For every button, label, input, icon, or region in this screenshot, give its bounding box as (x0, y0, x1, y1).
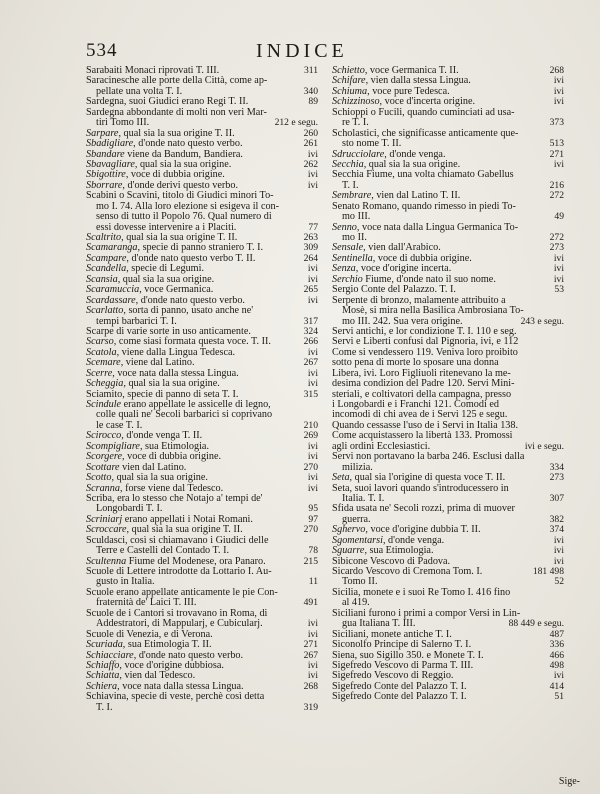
entry-text: Sergio Conte del Palazzo. T. I. (332, 284, 456, 296)
entry-text: Sentinella, voce di dubbia origine. (332, 252, 472, 264)
entry-text: Schiaffo, voce d'origine dubbiosa. (86, 659, 224, 671)
entry-text: sto nome T. II. (342, 138, 402, 150)
entry-page-ref: ivi (307, 378, 318, 390)
entry-page-ref: ivi (553, 670, 564, 682)
entry-text: Sbavagliare, qual sia la sua origine. (86, 158, 232, 170)
entry-page-ref: 336 (549, 639, 564, 651)
entry-text: Scarpe di varie sorte in uso anticamente. (86, 325, 251, 337)
entry-text: Sguarre, sua Etimologia. (332, 545, 434, 557)
entry-text: Servi antichi, e lor condizione T. I. 110 e seg. (332, 325, 517, 337)
entry-text: Sicardo Vescovo di Cremona Tom. I. (332, 566, 483, 577)
entry-text: milizia. (342, 461, 373, 473)
entry-text: Scarlatto, sorta di panno, usato anche ne' (86, 305, 254, 317)
entry-text: Sarabaiti Monaci riprovati T. III. (86, 65, 220, 76)
entry-text: colle quali ne' Secoli barbarici si coprivano (96, 409, 273, 421)
entry-page-ref: ivi (307, 628, 318, 640)
entry-text: Sfida usata ne' Secoli rozzi, prima di muover (332, 503, 515, 515)
entry-page-ref: ivi (553, 85, 564, 97)
entry-page-ref: 270 (303, 524, 318, 536)
index-entry-line (86, 473, 318, 483)
entry-text: al 419. (342, 597, 370, 609)
page-header (86, 40, 566, 62)
entry-text: mo III. 242. Sua vera origine. (342, 315, 463, 327)
entry-text: Scuole di Venezia, e di Verona. (86, 628, 213, 640)
entry-text: Senno, voce nata dalla Lingua Germanica To- (332, 221, 519, 233)
entry-text: guerra. (342, 513, 371, 525)
entry-text: gusto in Italia. (96, 576, 155, 588)
entry-page-ref: 95 (308, 503, 318, 515)
entry-page-ref: ivi (307, 367, 318, 379)
entry-page-ref: 307 (549, 492, 564, 504)
index-column-right (332, 66, 564, 703)
entry-text: Serpente di bronzo, malamente attribuito a (332, 294, 506, 306)
entry-page-ref: ivi (553, 555, 564, 567)
entry-text: Sardegna, suoi Giudici erano Regi T. II. (86, 96, 249, 108)
entry-text: Scriba, era lo stesso che Notajo a' tempi de' (86, 492, 263, 504)
entry-text: Sigefredo Conte del Palazzo T. I. (332, 691, 467, 703)
entry-page-ref: 265 (303, 284, 318, 296)
entry-page-ref: 261 (303, 138, 318, 150)
entry-page-ref: ivi (307, 440, 318, 452)
entry-text: Scheggia, qual sia la sua origine. (86, 378, 220, 390)
entry-text: re T. I. (342, 117, 369, 129)
entry-page-ref: 181 498 (532, 566, 564, 577)
entry-text: Siciliani, monete antiche T. I. (332, 628, 452, 640)
entry-text: Scampare, d'onde nato questo verbo T. II. (86, 252, 256, 264)
entry-page-ref: 260 (303, 127, 318, 139)
catchword: Sige- (558, 776, 580, 787)
entry-page-ref: ivi (553, 96, 564, 108)
entry-page-ref: 216 (549, 179, 564, 191)
entry-page-ref: 212 e segu. (274, 117, 318, 129)
entry-page-ref: 414 (549, 680, 564, 692)
entry-text: Sculdasci, così si chiamavano i Giudici delle (86, 534, 269, 546)
entry-page-ref: 269 (303, 430, 318, 442)
entry-page-ref: ivi (307, 294, 318, 306)
entry-page-ref: 317 (303, 315, 318, 327)
entry-text: Scaltrito, qual sia la sua origine T. II. (86, 232, 238, 243)
entry-page-ref: 215 (303, 555, 318, 567)
entry-text: Sigefredo Conte del Palazzo T. I. (332, 680, 467, 692)
entry-page-ref: 487 (549, 628, 564, 640)
entry-text: Scorgere, voce di dubbia origine. (86, 451, 222, 463)
entry-text: Sensale, vien dall'Arabico. (332, 242, 441, 254)
entry-page-ref: 373 (549, 117, 564, 129)
entry-page-ref: ivi (307, 618, 318, 630)
entry-text: Longobardi T. I. (96, 503, 163, 515)
index-entry-line (332, 546, 564, 556)
entry-text: Seta, qual sia l'origine di questa voce T. II. (332, 472, 506, 484)
entry-text: Scultenna Fiume del Modenese, ora Panaro. (86, 555, 266, 567)
entry-page-ref: ivi (553, 158, 564, 170)
entry-text: Sborrare, d'onde derivi questo verbo. (86, 179, 238, 191)
entry-text: Italia. T. I. (342, 492, 385, 504)
entry-text: desima condizion del Padre 120. Servi Mini- (332, 378, 515, 390)
entry-text: Siconolfo Principe di Salerno T. I. (332, 639, 472, 651)
entry-text: mo I. 74. Alla loro elezione si esigeva il con- (96, 200, 280, 212)
entry-text: Sibicone Vescovo di Padova. (332, 555, 451, 567)
entry-text: gua Italiana T. III. (342, 618, 416, 630)
entry-page-ref: 324 (303, 325, 318, 337)
entry-page-ref: ivi (307, 482, 318, 494)
entry-text: Scotto, qual sia la sua origine. (86, 472, 208, 484)
entry-text: Scuriada, sua Etimologia T. II. (86, 639, 212, 651)
entry-text: mo III. (342, 211, 371, 223)
entry-page-ref: 315 (303, 388, 318, 400)
entry-text: Quando cessasse l'uso de i Servi in Italia 138. (332, 419, 519, 431)
entry-text: Scansia, qual sia la sua origine. (86, 273, 215, 285)
running-title: INDICE (256, 40, 348, 62)
entry-text: Sdrucciolare, d'onde venga. (332, 148, 446, 160)
entry-text: tiri Tomo III. (96, 117, 150, 129)
entry-page-ref: ivi (307, 273, 318, 285)
entry-page-ref: 11 (308, 576, 318, 588)
entry-text: Scholastici, che significasse anticamente que- (332, 127, 519, 139)
entry-page-ref: 309 (303, 242, 318, 254)
entry-text: Schietto, voce Germanica T. II. (332, 65, 459, 76)
index-column-left (86, 66, 318, 713)
entry-text: Tomo II. (342, 576, 378, 588)
entry-text: Terre e Castelli del Contado T. I. (96, 545, 230, 557)
entry-page-ref: 267 (303, 649, 318, 661)
entry-text: Secchia Fiume, una volta chiamato Gabellus (332, 169, 514, 181)
entry-text: Sbandare viene da Bandum, Bandiera. (86, 148, 243, 160)
entry-page-ref: ivi (553, 75, 564, 87)
entry-page-ref: 272 (549, 232, 564, 243)
entry-text: Schiera, voce nata dalla stessa Lingua. (86, 680, 244, 692)
entry-text: i Longobardi e i Franchi 121. Comodi ed (332, 399, 499, 410)
entry-page-ref: 273 (549, 472, 564, 484)
entry-text: agli ordini Ecclesiastici. (332, 440, 431, 452)
entry-text: steriali, e coltivatori della campagna, presso (332, 388, 512, 400)
entry-page-ref: ivi (553, 534, 564, 546)
entry-page-ref: 334 (549, 461, 564, 473)
entry-text: T. I. (342, 179, 359, 191)
entry-text: Sarpare, qual sia la sua origine T. II. (86, 127, 235, 139)
entry-page-ref: ivi (553, 263, 564, 275)
entry-text: Sicilia, monete e i suoi Re Tomo I. 416 fino (332, 586, 511, 598)
entry-page-ref: ivi (307, 263, 318, 275)
entry-text: tempi barbarici T. I. (96, 315, 177, 327)
entry-page-ref: 262 (303, 158, 318, 170)
entry-text: Schizzinoso, voce d'incerta origine. (332, 96, 476, 108)
entry-page-ref: 268 (303, 680, 318, 692)
entry-text: Sembrare, vien dal Latino T. II. (332, 190, 461, 202)
entry-page-ref: ivi e segu. (524, 440, 564, 452)
index-entry-line (332, 212, 564, 222)
entry-text: le case T. I. (96, 419, 143, 431)
entry-text: Secchia, qual sia la sua origine. (332, 158, 461, 170)
entry-page-ref: 498 (549, 659, 564, 671)
entry-text: Scirocco, d'onde venga T. II. (86, 430, 203, 442)
entry-text: Sghervo, voce d'origine dubbia T. II. (332, 524, 481, 536)
entry-text: pellate una volta T. I. (96, 85, 183, 97)
index-entry-line (86, 692, 318, 702)
entry-page-ref: 210 (303, 419, 318, 431)
entry-page-ref: ivi (307, 148, 318, 160)
entry-text: Schiuma, voce pure Tedesca. (332, 85, 450, 97)
entry-text: essi dovesse intervenire a i Placiti. (96, 221, 237, 233)
entry-page-ref: 374 (549, 524, 564, 536)
entry-page-ref: 78 (308, 545, 318, 557)
entry-page-ref: 88 449 e segu. (508, 618, 564, 630)
index-entry-line (332, 473, 564, 483)
entry-page-ref: 267 (303, 357, 318, 369)
entry-text: Scompigliare, sua Etimologia. (86, 440, 209, 452)
entry-page-ref: 264 (303, 252, 318, 264)
entry-text: Scarso, come siasi formata questa voce. T. II. (86, 336, 271, 348)
entry-page-ref: 268 (549, 65, 564, 76)
entry-page-ref: 340 (303, 85, 318, 97)
entry-text: Sigefredo Vescovo di Reggio. (332, 670, 454, 682)
entry-page-ref: 270 (303, 461, 318, 473)
page-number: 534 (86, 40, 118, 61)
entry-text: Scuole erano appellate anticamente le pie Con- (86, 586, 278, 598)
entry-text: Servi e Liberti confusi dal Pignoria, ivi, e 112 (332, 336, 519, 348)
entry-page-ref: 271 (549, 148, 564, 160)
entry-text: Senza, voce d'origine incerta. (332, 263, 452, 275)
entry-text: Come acquistassero la libertà 133. Promossi (332, 430, 513, 442)
entry-page-ref: 89 (308, 96, 318, 108)
entry-text: Sgomentarsi, d'onde venga. (332, 534, 445, 546)
entry-page-ref: 51 (554, 691, 564, 703)
entry-text: Scroccare, qual sia la sua origine T. II. (86, 524, 243, 536)
entry-text: Scemare, viene dal Latino. (86, 357, 195, 369)
entry-page-ref: 53 (554, 284, 564, 296)
entry-text: Scardassare, d'onde nato questo verbo. (86, 294, 245, 306)
entry-text: mo II. (342, 232, 367, 243)
entry-text: senso di tutto il Popolo 76. Qual numero di (96, 211, 272, 223)
entry-page-ref: ivi (553, 545, 564, 557)
entry-page-ref: 271 (303, 639, 318, 651)
entry-text: Scottare vien dal Latino. (86, 461, 187, 473)
entry-text: Scamaranga, specie di panno straniero T. I. (86, 242, 264, 254)
entry-text: Scuole de i Cantori si trovavano in Roma, di (86, 607, 268, 619)
entry-text: Scandella, specie di Legumi. (86, 263, 204, 275)
entry-text: Serchio Fiume, d'onde nato il suo nome. (332, 273, 496, 285)
entry-text: Schiacciare, d'onde nato questo verbo. (86, 649, 244, 661)
index-entry-line (86, 379, 318, 389)
entry-text: Mosè, si mira nella Basilica Ambrosiana To- (342, 305, 524, 317)
entry-page-ref: 319 (303, 701, 318, 713)
entry-text: T. I. (96, 701, 113, 713)
index-entry-line (86, 703, 318, 713)
entry-text: fraternità de' Laici T. III. (96, 597, 197, 609)
index-entry-line (332, 170, 564, 180)
entry-text: Scerre, voce nata dalla stessa Lingua. (86, 367, 239, 379)
entry-page-ref: 273 (549, 242, 564, 254)
entry-page-ref: 77 (308, 221, 318, 233)
entry-text: Sbadigliare, d'onde nato questo verbo. (86, 138, 243, 150)
entry-page-ref: 52 (554, 576, 564, 588)
entry-text: Siciliani furono i primi a compor Versi in Lin- (332, 607, 521, 619)
entry-page-ref: ivi (307, 451, 318, 463)
entry-text: incomodi di chi avea de i Servi 125 e segu. (332, 409, 508, 421)
entry-text: Sciamito, specie di panno di seta T. I. (86, 388, 239, 400)
entry-text: Scatola, viene dalla Lingua Tedesca. (86, 346, 236, 358)
entry-page-ref: 491 (303, 597, 318, 609)
entry-page-ref: 97 (308, 513, 318, 525)
entry-page-ref: ivi (307, 659, 318, 671)
entry-text: Scaramuccia, voce Germanica. (86, 284, 214, 296)
entry-text: Scranna, forse viene dal Tedesco. (86, 482, 224, 494)
entry-page-ref: 272 (549, 190, 564, 202)
index-entry-line (332, 640, 564, 650)
entry-page-ref: ivi (553, 273, 564, 285)
index-entry-line (332, 692, 564, 702)
entry-text: Siena, suo Sigillo 350. e Monete T. I. (332, 649, 484, 661)
entry-text: Sbigottire, voce di dubbia origine. (86, 169, 225, 181)
entry-text: Scriniarj erano appellati i Notai Romani. (86, 513, 253, 525)
entry-page-ref: ivi (307, 169, 318, 181)
entry-text: Saracinesche alle porte della Città, come ap- (86, 75, 268, 87)
entry-text: Libera, ivi. Loro Figliuoli ritenevano la me- (332, 367, 511, 379)
entry-text: Schiatta, vien dal Tedesco. (86, 670, 196, 682)
entry-text: Servi non portavano la barba 246. Esclusi dalla (332, 451, 525, 463)
entry-text: Schiavina, specie di veste, perchè così detta (86, 691, 265, 703)
entry-text: Come si vendessero 119. Veniva loro proibito (332, 346, 518, 358)
entry-text: Sardegna abbondante di molti non veri Mar- (86, 106, 267, 118)
entry-page-ref: ivi (307, 346, 318, 358)
entry-text: Schifare, vien dalla stessa Lingua. (332, 75, 471, 87)
index-entry-line (332, 379, 564, 389)
entry-page-ref: 243 e segu. (520, 315, 564, 327)
index-entry-line (86, 306, 318, 316)
entry-text: Scabini o Scavini, titolo di Giudici minori To- (86, 190, 274, 202)
entry-text: Addestratori, di Mappularj, e Cubicularj. (96, 618, 263, 630)
entry-page-ref: 513 (549, 138, 564, 150)
entry-text: Seta, suoi lavori quando s'introducessero in (332, 482, 509, 494)
index-entry-line (332, 306, 564, 316)
entry-page-ref: 466 (549, 649, 564, 661)
entry-text: sotto pena di morte lo sposare una donna (332, 357, 499, 369)
entry-page-ref: 263 (303, 232, 318, 243)
entry-page-ref: ivi (307, 670, 318, 682)
entry-page-ref: ivi (307, 472, 318, 484)
entry-text: Senato Romano, quando rimesso in piedi To- (332, 200, 516, 212)
entry-page-ref: ivi (307, 179, 318, 191)
entry-text: Schioppi o Fucili, quando cuminciati ad usa- (332, 106, 515, 118)
entry-page-ref: 266 (303, 336, 318, 348)
entry-page-ref: ivi (553, 252, 564, 264)
entry-text: Scindule erano appellate le assicelle di legno, (86, 399, 271, 410)
entry-page-ref: 382 (549, 513, 564, 525)
index-entry-line (86, 212, 318, 222)
entry-text: Scuole di Lettere introdotte da Lottario I. Au- (86, 566, 272, 577)
entry-page-ref: 311 (303, 65, 318, 76)
entry-page-ref: 49 (554, 211, 564, 223)
entry-text: Sigefredo Vescovo di Parma T. III. (332, 659, 474, 671)
